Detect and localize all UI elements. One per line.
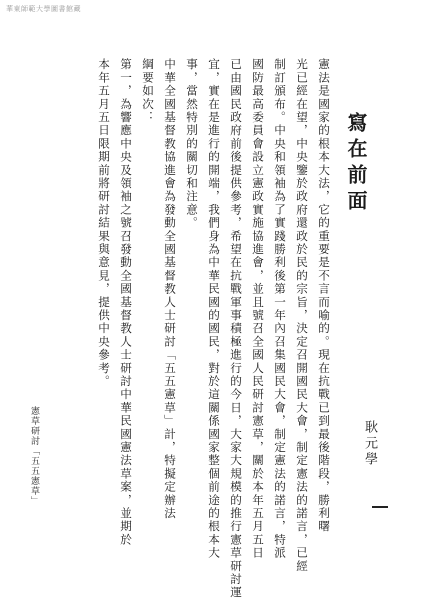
document-title: 寫在前面 xyxy=(344,112,368,216)
text-column: 第一，為響應中央及領袖之號召發動全國基督教人士研討中華民國憲法草案，並期於 xyxy=(119,58,133,547)
text-column: 事，當然特別的關切和注意。 xyxy=(185,58,199,230)
text-column: 光已經在望，中央鑒於政府還政於民的宗旨，決定召開國民大會，制定憲法的諾言，已經 xyxy=(295,58,309,573)
library-stamp: 華東師範大學圖書館藏 xyxy=(6,5,81,13)
page-number-mark xyxy=(372,506,388,508)
text-column: 宜，實在是進行的開端，我們身為中華民國的國民，對於這關係國家整個前途的根本大 xyxy=(207,58,221,560)
text-column: 憲法是國家的根本大法，它的重要是不言而喻的。現在抗戰已到最後階段，勝利曙 xyxy=(317,58,331,534)
text-column: 已由國民政府前後提供參考，希望在抗戰軍事積極進行的今日，大家大規模的推行憲草研討運 xyxy=(229,58,243,600)
text-column: 國防最高委員會設立憲政實施協進會，並且號召全國人民研討憲草，關於本年五月五日 xyxy=(251,58,265,560)
text-column: 本年五月五日限期前將研討結果與意見，提供中央參考。 xyxy=(97,58,111,388)
text-column: 中華全國基督教協進會為發動全國基督教人士研討「五五憲草」計，特擬定辦法 xyxy=(163,58,177,520)
running-footer: 憲草研討「五五憲草」 xyxy=(29,406,39,506)
text-column: 制訂頒布。中央和領袖為了實踐勝利後第一年內召集國民大會，制定憲法的諾言，特派 xyxy=(273,58,287,560)
text-column: 綱要如次： xyxy=(141,58,155,124)
author-name: 耿元學 xyxy=(362,420,377,468)
